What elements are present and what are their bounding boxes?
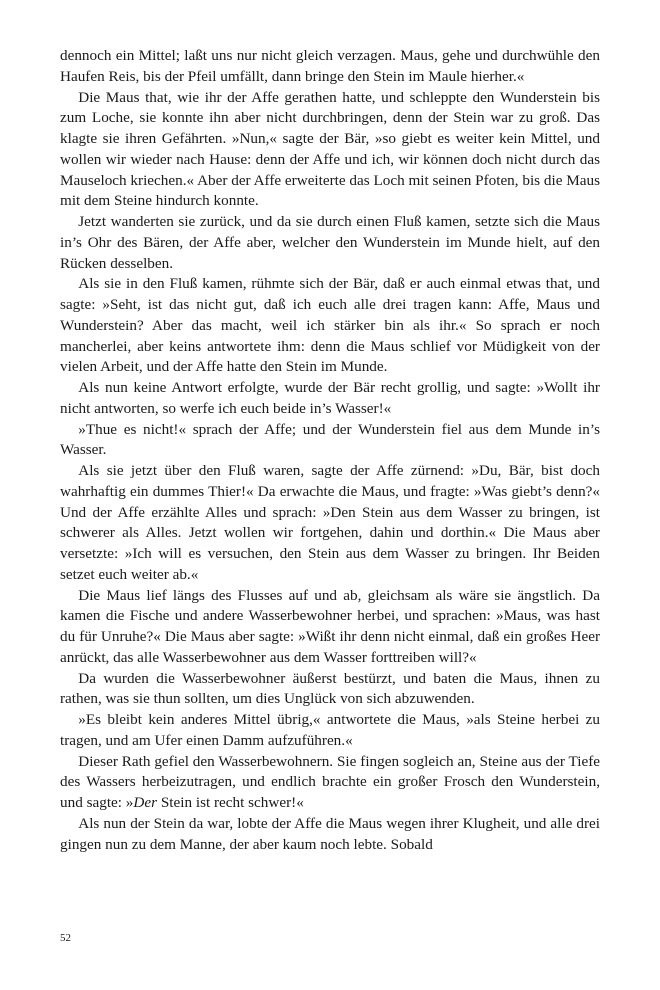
- page-number: 52: [60, 932, 71, 944]
- paragraph-3: Jetzt wanderten sie zurück, und da sie durch einen Fluß kamen, setzte sich die Maus in’s Ohr des Bären, der Affe aber, welcher den Wunderstein im Munde hielt, auf den Rücken desselben.: [60, 213, 600, 272]
- paragraph-11-text-a: Dieser Rath gefiel den Wasserbewohnern. Sie fingen sogleich an, Steine aus der Tiefe des Wassers herbeizutragen, und endlich brachte ein großer Frosch den Wunderstein, und sagte: »: [60, 752, 600, 811]
- paragraph-9: Da wurden die Wasserbewohner äußerst bestürzt, und baten die Maus, ihnen zu rathen, was sie thun sollten, um dies Unglück von sich abzuwenden.: [60, 669, 600, 708]
- paragraph-5: Als nun keine Antwort erfolgte, wurde der Bär recht grollig, und sagte: »Wollt ihr nicht antworten, so werfe ich euch beide in’s Wasser!«: [60, 379, 600, 417]
- paragraph-10: »Es bleibt kein anderes Mittel übrig,« antwortete die Maus, »als Steine herbei zu tragen, und am Ufer einen Damm aufzuführen.«: [60, 711, 600, 749]
- page-body: [60, 46, 600, 855]
- paragraph-4: Als sie in den Fluß kamen, rühmte sich der Bär, daß er auch einmal etwas that, und sagte: »Seht, ist das nicht gut, daß ich euch alle drei tragen kann: Affe, Maus und Wunderstein? Aber das macht, weil ich stärker bin als ihr.« So sprach er noch mancherlei, aber keins antwortete ihm: denn die Maus schlief vor Müdigkeit von der vielen Arbeit, und der Affe hatte den Stein im Munde.: [60, 275, 600, 376]
- paragraph-2: Die Maus that, wie ihr der Affe gerathen hatte, und schleppte den Wunderstein bis zum Loche, sie konnte ihn aber nicht durchbringen, denn der Stein war zu groß. Das klagte sie ihren Gefährten. »Nun,« sagte der Bär, »so giebt es weiter kein Mittel, und wollen wir wieder nach Hause: denn der Affe und ich, wir können doch nicht durch das Mauseloch kriechen.« Aber der Affe erweiterte das Loch mit seinen Pfoten, bis die Maus mit dem Steine hindurch konnte.: [60, 88, 600, 210]
- paragraph-11-emphasis: Der: [133, 794, 158, 811]
- paragraph-1: dennoch ein Mittel; laßt uns nur nicht gleich verzagen. Maus, gehe und durchwühle den Haufen Reis, bis der Pfeil umfällt, dann bringe den Stein im Maule hierher.«: [60, 47, 600, 85]
- paragraph-12: Als nun der Stein da war, lobte der Affe die Maus wegen ihrer Klugheit, und alle drei gingen nun zu dem Manne, der aber kaum noch lebte. Sobald: [60, 814, 600, 853]
- paragraph-11: [60, 752, 600, 814]
- paragraph-8: Die Maus lief längs des Flusses auf und ab, gleichsam als wäre sie ängstlich. Da kamen die Fische und andere Wasserbewohner herbei, und sprachen: »Maus, was hast du für Unruhe?« Die Maus aber sagte: »Wißt ihr denn nicht einmal, daß ein großes Heer anrückt, das alle Wasserbewohner aus dem Wasser forttreiben will?«: [60, 586, 600, 666]
- paragraph-7: Als sie jetzt über den Fluß waren, sagte der Affe zürnend: »Du, Bär, bist doch wahrhaftig ein dummes Thier!« Da erwachte die Maus, und fragte: »Was giebt’s denn?« Und der Affe erzählte Alles und sprach: »Den Stein aus dem Wasser zu bringen, ist schwerer als Alles. Jetzt wollen wir fortgehen, dahin und dorthin.« Die Maus aber versetzte: »Ich will es versuchen, den Stein aus dem Wasser zu bringen. Ihr Beiden setzet euch weiter ab.«: [60, 462, 600, 583]
- paragraph-11-text-b: Stein ist recht schwer!«: [157, 794, 304, 811]
- paragraph-6: »Thue es nicht!« sprach der Affe; und der Wunderstein fiel aus dem Munde in’s Wasser.: [60, 420, 600, 459]
